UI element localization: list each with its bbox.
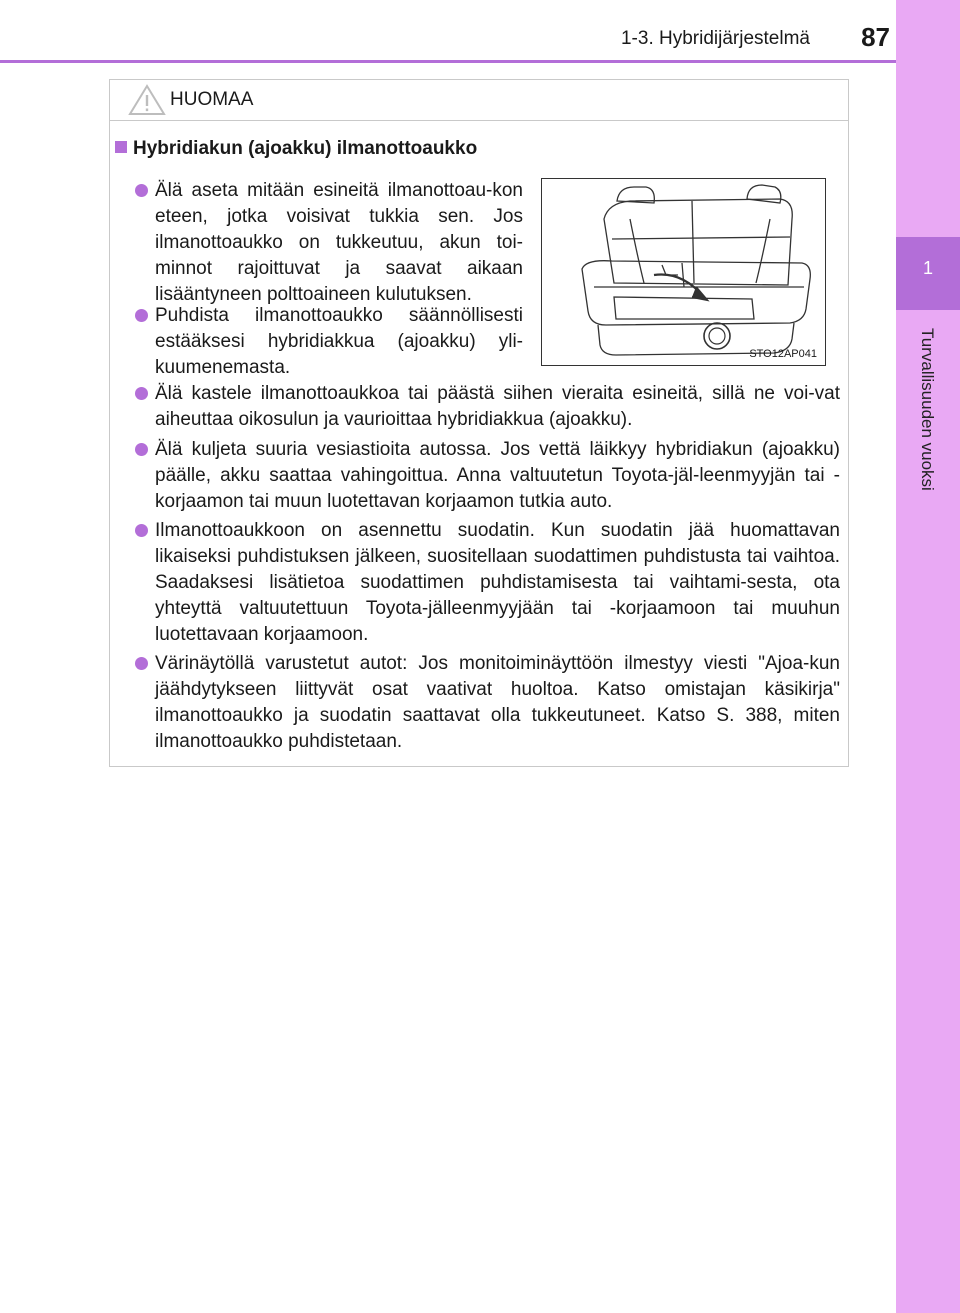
bullet-text: Ilmanottoaukkoon on asennettu suodatin. Kun suodatin jää huomattavan likaiseksi puhdistuksen jälkeen, suositellaan suodattimen puhdistusta tai vaihtoa. Saadaksesi lisätietoa suodattimen puhdistamisesta tai vaihtami-sesta, ota yhteyttä valtuutettuun Toyota-jälleenmyyjään tai -korjaamoon tai muuhun luotettavaan korjaamoon. — [155, 520, 840, 645]
subheading — [115, 138, 477, 160]
bullet-item — [135, 651, 840, 755]
square-bullet-icon — [115, 141, 127, 153]
bullet-text: Värinäytöllä varustetut autot: Jos monitoiminäyttöön ilmestyy viesti "Ajoa-kun jäähdytykseen liittyvät osat vaativat huoltoa. Katso omistajan käsikirja" ilmanottoaukko ja suodatin saattavat olla tukkeutuneet. Katso S. 388, miten ilmanottoaukko puhdistetaan. — [155, 653, 840, 752]
notice-title: HUOMAA — [170, 89, 254, 110]
bullet-text: Älä aseta mitään esineitä ilmanottoau-kon eteen, jotka voisivat tukkia sen. Jos ilmanottoaukko on tukkeutuu, akun toi-minnot rajoittuvat ja saavat aikaan lisääntyneen polttoaineen kulutuksen. — [155, 180, 523, 305]
page-number: 87 — [861, 22, 890, 52]
figure-code: STO12AP041 — [749, 348, 817, 360]
bullet-text: Puhdista ilmanottoaukko säännöllisesti estääksesi hybridiakkua (ajoakku) yli-kuumenemasta. — [155, 305, 523, 378]
bullet-dot-icon — [135, 387, 148, 400]
notice-header — [110, 80, 848, 121]
bullet-item — [135, 178, 523, 308]
bullet-text: Älä kastele ilmanottoaukkoa tai päästä siihen vieraita esineitä, sillä ne voi-vat aiheuttaa oikosulun ja vaurioittaa hybridiakkua (ajoakku). — [155, 383, 840, 430]
chapter-number: 1 — [922, 258, 933, 278]
bullet-dot-icon — [135, 309, 148, 322]
bullet-item — [135, 303, 523, 381]
side-tab — [896, 0, 960, 1313]
rear-seat-drawing — [542, 179, 825, 365]
bullet-item — [135, 518, 840, 648]
subheading-text: Hybridiakun (ajoakku) ilmanottoaukko — [133, 138, 478, 159]
rear-seat-illustration — [541, 178, 826, 366]
bullet-dot-icon — [135, 184, 148, 197]
section-title: 1-3. Hybridijärjestelmä — [620, 28, 810, 49]
chapter-label: Turvallisuuden vuoksi — [918, 328, 937, 491]
bullet-item — [135, 437, 840, 515]
bullet-dot-icon — [135, 524, 148, 537]
bullet-text: Älä kuljeta suuria vesiastioita autossa. Jos vettä läikkyy hybridiakun (ajoakku) päälle, akku saattaa vahingoittua. Anna valtuutetun Toyota-jäl-leenmyyjän tai -korjaamon tai muun luotettavan korjaamon tutkia auto. — [155, 439, 840, 512]
header-rule — [0, 60, 896, 63]
bullet-dot-icon — [135, 657, 148, 670]
bullet-dot-icon — [135, 443, 148, 456]
warning-icon — [128, 84, 166, 116]
bullet-item — [135, 381, 840, 433]
